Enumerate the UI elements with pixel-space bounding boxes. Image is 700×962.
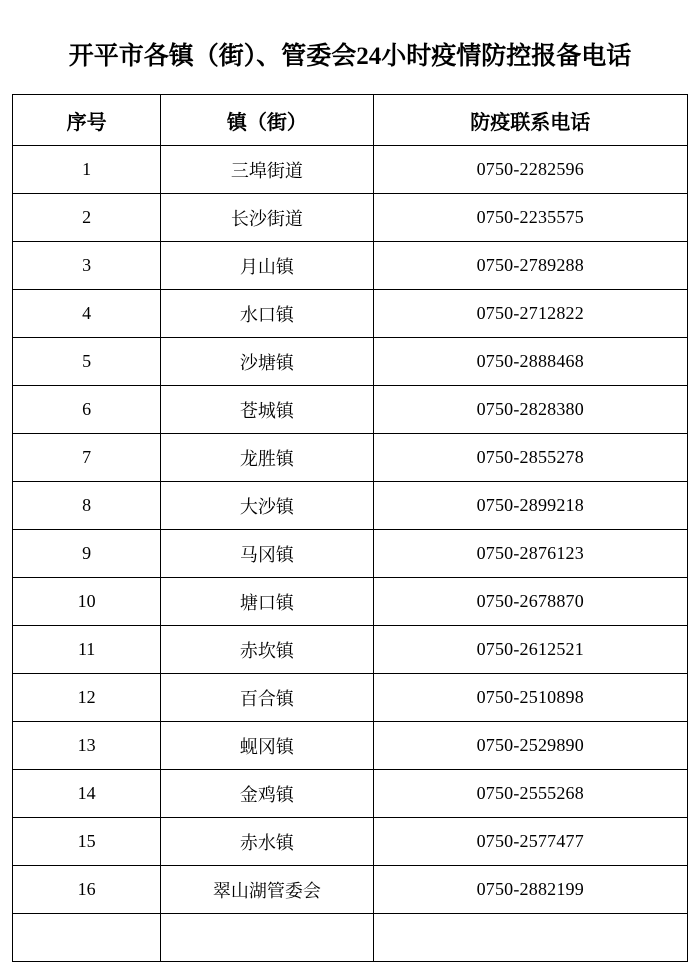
table-row xyxy=(13,722,688,770)
table-body xyxy=(13,146,688,962)
phone-directory-table xyxy=(12,94,688,962)
cell-phone: 0750-2282596 xyxy=(373,146,687,194)
cell-town: 苍城镇 xyxy=(161,386,373,434)
table-header-row xyxy=(13,95,688,146)
cell-phone: 0750-2529890 xyxy=(373,722,687,770)
cell-phone: 0750-2888468 xyxy=(373,338,687,386)
cell-town: 金鸡镇 xyxy=(161,770,373,818)
table-row xyxy=(13,674,688,722)
cell-town: 大沙镇 xyxy=(161,482,373,530)
cell-index: 10 xyxy=(13,578,161,626)
cell-town: 赤水镇 xyxy=(161,818,373,866)
cell-index: 5 xyxy=(13,338,161,386)
cell-town xyxy=(161,914,373,962)
cell-phone xyxy=(373,914,687,962)
cell-index: 12 xyxy=(13,674,161,722)
table-row xyxy=(13,866,688,914)
cell-index: 15 xyxy=(13,818,161,866)
cell-index: 1 xyxy=(13,146,161,194)
table-row xyxy=(13,578,688,626)
table-row xyxy=(13,194,688,242)
cell-index: 13 xyxy=(13,722,161,770)
cell-index: 9 xyxy=(13,530,161,578)
column-header-town: 镇（街） xyxy=(161,95,373,146)
cell-index xyxy=(13,914,161,962)
cell-phone: 0750-2712822 xyxy=(373,290,687,338)
page-title: 开平市各镇（街）、管委会24小时疫情防控报备电话 xyxy=(68,43,632,70)
cell-town: 蚬冈镇 xyxy=(161,722,373,770)
cell-phone: 0750-2577477 xyxy=(373,818,687,866)
table-row xyxy=(13,770,688,818)
cell-index: 4 xyxy=(13,290,161,338)
cell-town: 龙胜镇 xyxy=(161,434,373,482)
cell-index: 3 xyxy=(13,242,161,290)
cell-phone: 0750-2235575 xyxy=(373,194,687,242)
cell-phone: 0750-2882199 xyxy=(373,866,687,914)
table-row xyxy=(13,290,688,338)
cell-index: 8 xyxy=(13,482,161,530)
cell-index: 11 xyxy=(13,626,161,674)
cell-town: 百合镇 xyxy=(161,674,373,722)
table-row xyxy=(13,818,688,866)
cell-town: 翠山湖管委会 xyxy=(161,866,373,914)
cell-phone: 0750-2789288 xyxy=(373,242,687,290)
cell-phone: 0750-2828380 xyxy=(373,386,687,434)
cell-town: 马冈镇 xyxy=(161,530,373,578)
cell-phone: 0750-2555268 xyxy=(373,770,687,818)
cell-town: 长沙街道 xyxy=(161,194,373,242)
cell-town: 三埠街道 xyxy=(161,146,373,194)
cell-phone: 0750-2612521 xyxy=(373,626,687,674)
cell-index: 16 xyxy=(13,866,161,914)
cell-index: 7 xyxy=(13,434,161,482)
table-row xyxy=(13,146,688,194)
cell-town: 水口镇 xyxy=(161,290,373,338)
column-header-phone: 防疫联系电话 xyxy=(373,95,687,146)
cell-town: 沙塘镇 xyxy=(161,338,373,386)
table-row xyxy=(13,530,688,578)
table-row xyxy=(13,338,688,386)
cell-phone: 0750-2899218 xyxy=(373,482,687,530)
cell-index: 6 xyxy=(13,386,161,434)
cell-phone: 0750-2876123 xyxy=(373,530,687,578)
cell-phone: 0750-2855278 xyxy=(373,434,687,482)
cell-index: 14 xyxy=(13,770,161,818)
cell-town: 塘口镇 xyxy=(161,578,373,626)
table-row xyxy=(13,386,688,434)
table-row-partial xyxy=(13,914,688,962)
table-row xyxy=(13,242,688,290)
cell-town: 月山镇 xyxy=(161,242,373,290)
cell-phone: 0750-2510898 xyxy=(373,674,687,722)
table-row xyxy=(13,434,688,482)
cell-phone: 0750-2678870 xyxy=(373,578,687,626)
column-header-index: 序号 xyxy=(13,95,161,146)
cell-town: 赤坎镇 xyxy=(161,626,373,674)
table-row xyxy=(13,626,688,674)
table-row xyxy=(13,482,688,530)
cell-index: 2 xyxy=(13,194,161,242)
